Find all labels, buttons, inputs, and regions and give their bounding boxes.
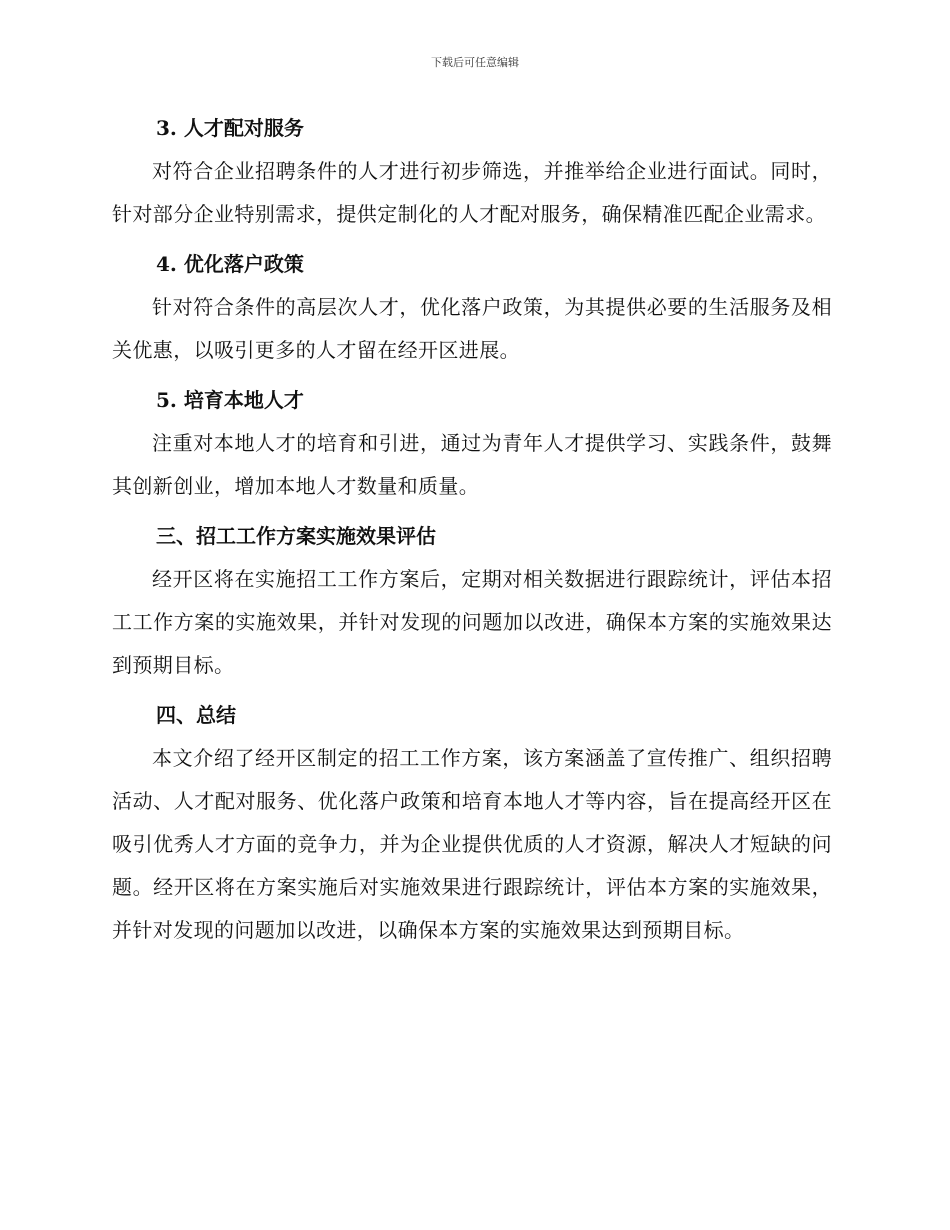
section-paragraph: 对符合企业招聘条件的人才进行初步筛选，并推举给企业进行面试。同时，针对部分企业特别需求，提供定制化的人才配对服务，确保精准匹配企业需求。	[112, 159, 832, 226]
section-heading: 4. 优化落户政策	[156, 252, 304, 276]
page-header: 下载后可任意编辑	[431, 56, 519, 69]
section-heading: 5. 培育本地人才	[156, 388, 304, 412]
section-paragraph: 本文介绍了经开区制定的招工工作方案，该方案涵盖了宣传推广、组织招聘活动、人才配对服务、优化落户政策和培育本地人才等内容，旨在提高经开区在吸引优秀人才方面的竞争力，并为企业提供优质的人才资源，解决人才短缺的问题。经开区将在方案实施后对实施效果进行跟踪统计，评估本方案的实施效果，并针对发现的问题加以改进，以确保本方案的实施效果达到预期目标。	[112, 746, 832, 942]
section-paragraph: 针对符合条件的高层次人才，优化落户政策，为其提供必要的生活服务及相关优惠，以吸引更多的人才留在经开区进展。	[112, 295, 832, 362]
document-body	[112, 108, 832, 960]
section-heading: 四、总结	[156, 703, 236, 727]
section-paragraph: 注重对本地人才的培育和引进，通过为青年人才提供学习、实践条件，鼓舞其创新创业，增加本地人才数量和质量。	[112, 431, 832, 498]
section-heading: 3. 人才配对服务	[156, 116, 304, 140]
section-heading: 三、招工工作方案实施效果评估	[156, 524, 436, 548]
section-paragraph: 经开区将在实施招工工作方案后，定期对相关数据进行跟踪统计，评估本招工工作方案的实施效果，并针对发现的问题加以改进，确保本方案的实施效果达到预期目标。	[112, 567, 832, 677]
